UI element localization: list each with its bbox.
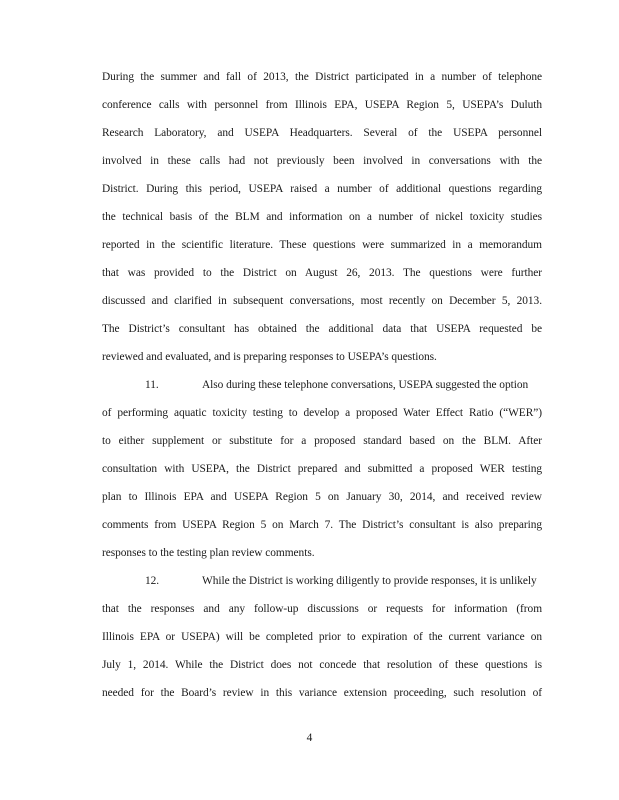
text-line: District. During this period, USEPA raised a number of additional questions regarding [102,183,542,195]
text-line: involved in these calls had not previously been involved in conversations with the [102,155,542,167]
text-line: July 1, 2014. While the District does not concede that resolution of these questions is [102,659,542,671]
paragraph-12-first-line [102,567,542,595]
text-line: needed for the Board’s review in this variance extension proceeding, such resolution of [102,687,542,699]
text-line: comments from USEPA Region 5 on March 7. The District’s consultant is also preparing [102,519,542,531]
paragraph-number: 11. [145,379,159,391]
text-line: responses to the testing plan review comments. [102,547,315,559]
text-line: reported in the scientific literature. These questions were summarized in a memorandum [102,239,542,251]
text-line: conference calls with personnel from Illinois EPA, USEPA Region 5, USEPA’s Duluth [102,99,542,111]
text-line: of performing aquatic toxicity testing to develop a proposed Water Effect Ratio (“WER”) [102,407,542,419]
document-body [102,63,542,707]
paragraph-text: Also during these telephone conversations, USEPA suggested the option [202,379,529,391]
text-line: plan to Illinois EPA and USEPA Region 5 on January 30, 2014, and received review [102,491,542,503]
text-line: During the summer and fall of 2013, the District participated in a number of telephone [102,71,542,83]
text-line: reviewed and evaluated, and is preparing responses to USEPA’s questions. [102,351,437,363]
text-line: Illinois EPA or USEPA) will be completed prior to expiration of the current variance on [102,631,542,643]
text-line: Research Laboratory, and USEPA Headquarters. Several of the USEPA personnel [102,127,542,139]
text-line: discussed and clarified in subsequent conversations, most recently on December 5, 2013. [102,295,542,307]
paragraph-number: 12. [145,575,160,587]
text-line: the technical basis of the BLM and information on a number of nickel toxicity studies [102,211,542,223]
paragraph-text: While the District is working diligently to provide responses, it is unlikely [202,575,537,587]
text-line: consultation with USEPA, the District prepared and submitted a proposed WER testing [102,463,542,475]
page-number: 4 [306,732,313,744]
text-line: that the responses and any follow-up discussions or requests for information (from [102,603,542,615]
text-line: that was provided to the District on August 26, 2013. The questions were further [102,267,542,279]
text-line: The District’s consultant has obtained the additional data that USEPA requested be [102,323,542,335]
text-line: to either supplement or substitute for a proposed standard based on the BLM. After [102,435,542,447]
paragraph-11-first-line [102,371,542,399]
